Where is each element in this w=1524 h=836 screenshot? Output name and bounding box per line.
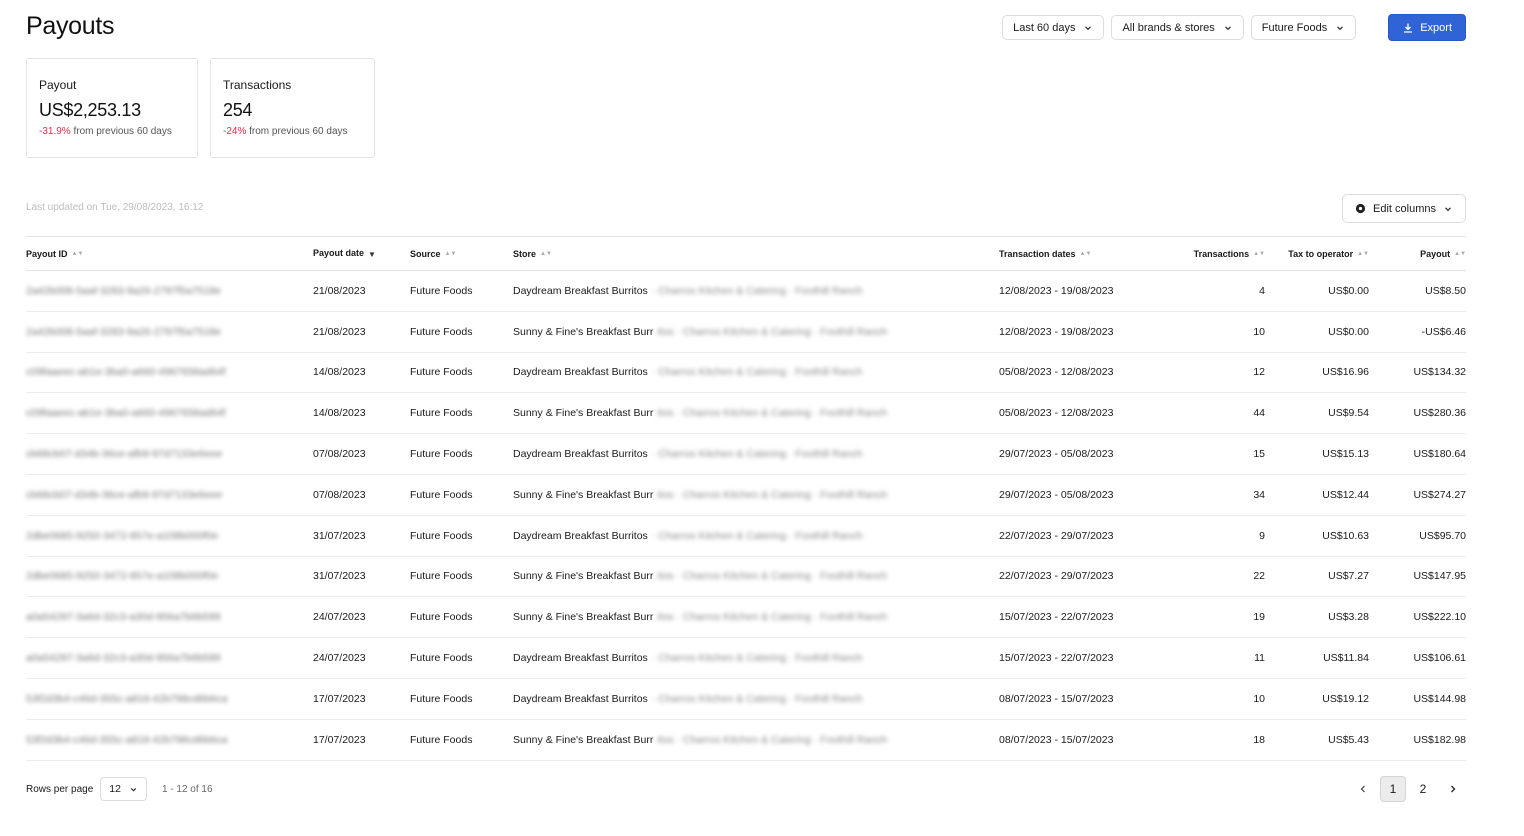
payout-cell: US$180.64 bbox=[1369, 434, 1466, 475]
source-cell: Future Foods bbox=[410, 352, 513, 393]
chevron-down-icon bbox=[1443, 204, 1453, 214]
page-title: Payouts bbox=[26, 12, 115, 40]
transaction-dates-cell: 05/08/2023 - 12/08/2023 bbox=[999, 352, 1169, 393]
store-cell bbox=[513, 474, 999, 515]
payout-date-cell: 17/07/2023 bbox=[313, 719, 410, 760]
period-filter-label: Last 60 days bbox=[1013, 21, 1076, 34]
store-cell bbox=[513, 638, 999, 679]
transactions-delta-text: from previous 60 days bbox=[249, 126, 348, 137]
transaction-dates-cell: 22/07/2023 - 29/07/2023 bbox=[999, 515, 1169, 556]
tax-to-operator-cell: US$12.44 bbox=[1265, 474, 1369, 515]
store-cell bbox=[513, 597, 999, 638]
payout-cell: -US$6.46 bbox=[1369, 311, 1466, 352]
transactions-card-label: Transactions bbox=[223, 78, 292, 92]
chevron-down-icon bbox=[129, 785, 138, 794]
payout-id-cell[interactable]: a0a54297-3a6d-32c3-a30d-956a7b6b599 bbox=[26, 597, 313, 638]
chevron-down-icon bbox=[1223, 23, 1233, 33]
store-name: Sunny & Fine's Breakfast Burr bbox=[513, 488, 654, 501]
filter-bar bbox=[1002, 14, 1466, 41]
sort-icon: ▲▼ bbox=[1253, 251, 1265, 258]
store-location: itos · Charros Kitchen & Catering · Foothill Ranch bbox=[657, 570, 888, 583]
payout-id-cell[interactable]: 53f2d3b4-c46d-355c-a818-42b798cd6b6ca bbox=[26, 719, 313, 760]
page-button-1[interactable]: 1 bbox=[1380, 776, 1406, 802]
table-row[interactable] bbox=[26, 719, 1466, 760]
summary-cards bbox=[26, 58, 375, 158]
payout-delta-text: from previous 60 days bbox=[73, 126, 172, 137]
transactions-card-delta bbox=[223, 126, 362, 137]
table-row[interactable] bbox=[26, 311, 1466, 352]
payout-id-cell[interactable]: 53f2d3b4-c46d-355c-a818-42b798cd6b6ca bbox=[26, 678, 313, 719]
tax-to-operator-cell: US$16.96 bbox=[1265, 352, 1369, 393]
store-location: itos · Charros Kitchen & Catering · Foothill Ranch bbox=[657, 733, 888, 746]
chevron-right-icon bbox=[1448, 784, 1458, 794]
store-name: Sunny & Fine's Breakfast Burr bbox=[513, 325, 654, 338]
transaction-dates-cell: 08/07/2023 - 15/07/2023 bbox=[999, 678, 1169, 719]
table-row[interactable] bbox=[26, 597, 1466, 638]
payout-card-value: US$2,253.13 bbox=[39, 100, 141, 120]
payout-cell: US$222.10 bbox=[1369, 597, 1466, 638]
rows-per-page-label: Rows per page bbox=[26, 783, 94, 795]
payout-delta-value: -31.9% bbox=[39, 126, 71, 137]
store-cell bbox=[513, 352, 999, 393]
page-button-2[interactable]: 2 bbox=[1419, 782, 1427, 796]
payout-date-cell: 07/08/2023 bbox=[313, 434, 410, 475]
previous-page-button[interactable] bbox=[1350, 776, 1376, 802]
store-name: Daydream Breakfast Burritos bbox=[513, 366, 648, 379]
sort-icon: ▲▼ bbox=[540, 251, 552, 258]
store-cell bbox=[513, 434, 999, 475]
payout-cell: US$106.61 bbox=[1369, 638, 1466, 679]
transactions-cell: 12 bbox=[1169, 352, 1265, 393]
transactions-cell: 19 bbox=[1169, 597, 1265, 638]
column-header-tax-to-operator[interactable]: Tax to operator ▲▼ bbox=[1265, 237, 1369, 271]
column-header-source[interactable]: Source ▲▼ bbox=[410, 237, 513, 271]
payout-date-cell: 17/07/2023 bbox=[313, 678, 410, 719]
payout-id-cell[interactable]: 2dbe0685-9250-3472-957e-a108b000f0e bbox=[26, 556, 313, 597]
column-header-payout-id[interactable]: Payout ID ▲▼ bbox=[26, 237, 313, 271]
column-header-payout-date[interactable]: Payout date ▼ bbox=[313, 237, 410, 271]
table-row[interactable] bbox=[26, 271, 1466, 312]
store-location: · Charros Kitchen & Catering · Foothill Ranch bbox=[651, 529, 863, 542]
table-row[interactable] bbox=[26, 556, 1466, 597]
tax-to-operator-cell: US$9.54 bbox=[1265, 393, 1369, 434]
column-header-transactions[interactable]: Transactions ▲▼ bbox=[1169, 237, 1265, 271]
column-header-payout[interactable]: Payout ▲▼ bbox=[1369, 237, 1466, 271]
payout-cell: US$134.32 bbox=[1369, 352, 1466, 393]
source-cell: Future Foods bbox=[410, 638, 513, 679]
transaction-dates-cell: 15/07/2023 - 22/07/2023 bbox=[999, 597, 1169, 638]
store-cell bbox=[513, 719, 999, 760]
sort-desc-icon: ▼ bbox=[368, 249, 376, 259]
source-cell: Future Foods bbox=[410, 597, 513, 638]
brands-filter-label: All brands & stores bbox=[1122, 21, 1215, 34]
store-location: itos · Charros Kitchen & Catering · Foothill Ranch bbox=[657, 488, 888, 501]
source-cell: Future Foods bbox=[410, 393, 513, 434]
payout-id-cell[interactable]: 2dbe0685-9250-3472-957e-a108b000f0e bbox=[26, 515, 313, 556]
store-cell bbox=[513, 678, 999, 719]
export-button[interactable] bbox=[1388, 14, 1466, 41]
column-header-transaction-dates[interactable]: Transaction dates ▲▼ bbox=[999, 237, 1169, 271]
store-cell bbox=[513, 515, 999, 556]
payout-id-cell[interactable]: cb68cb07-d34b-36ce-afb9-97d7133e6eee bbox=[26, 434, 313, 475]
store-location: · Charros Kitchen & Catering · Foothill Ranch bbox=[651, 652, 863, 665]
store-location: itos · Charros Kitchen & Catering · Foothill Ranch bbox=[657, 611, 888, 624]
source-cell: Future Foods bbox=[410, 678, 513, 719]
payout-id-cell[interactable]: cb68cb07-d34b-36ce-afb9-97d7133e6eee bbox=[26, 474, 313, 515]
column-header-store[interactable]: Store ▲▼ bbox=[513, 237, 999, 271]
payout-id-cell[interactable]: c09faaeec-ab1e-3ba0-a660-4967658ad64f bbox=[26, 352, 313, 393]
store-name: Daydream Breakfast Burritos bbox=[513, 529, 648, 542]
transaction-dates-cell: 29/07/2023 - 05/08/2023 bbox=[999, 434, 1169, 475]
last-updated-text: Last updated on Tue, 29/08/2023, 16:12 bbox=[26, 202, 204, 213]
table-row[interactable] bbox=[26, 393, 1466, 434]
page-controls bbox=[1350, 776, 1466, 802]
rows-per-page-select[interactable] bbox=[100, 777, 147, 801]
transactions-cell: 34 bbox=[1169, 474, 1265, 515]
tax-to-operator-cell: US$7.27 bbox=[1265, 556, 1369, 597]
chevron-down-icon bbox=[1083, 23, 1093, 33]
payout-cell: US$8.50 bbox=[1369, 271, 1466, 312]
table-row[interactable] bbox=[26, 515, 1466, 556]
store-location: · Charros Kitchen & Catering · Foothill Ranch bbox=[651, 692, 863, 705]
transaction-dates-cell: 12/08/2023 - 19/08/2023 bbox=[999, 271, 1169, 312]
next-page-button[interactable] bbox=[1440, 776, 1466, 802]
table-row[interactable] bbox=[26, 474, 1466, 515]
source-cell: Future Foods bbox=[410, 434, 513, 475]
payout-date-cell: 07/08/2023 bbox=[313, 474, 410, 515]
transaction-dates-cell: 22/07/2023 - 29/07/2023 bbox=[999, 556, 1169, 597]
payout-id-cell[interactable]: a0a54297-3a6d-32c3-a30d-956a7b6b599 bbox=[26, 638, 313, 679]
transactions-cell: 9 bbox=[1169, 515, 1265, 556]
payout-id-cell[interactable]: 2a42b008-5aaf-3283-9a26-2797f5a7518e bbox=[26, 271, 313, 312]
transactions-cell: 15 bbox=[1169, 434, 1265, 475]
table-row[interactable] bbox=[26, 638, 1466, 679]
pagination-range: 1 - 12 of 16 bbox=[161, 783, 213, 795]
store-name: Daydream Breakfast Burritos bbox=[513, 448, 648, 461]
payout-date-cell: 31/07/2023 bbox=[313, 556, 410, 597]
store-name: Sunny & Fine's Breakfast Burr bbox=[513, 407, 654, 420]
transactions-cell: 18 bbox=[1169, 719, 1265, 760]
transaction-dates-cell: 29/07/2023 - 05/08/2023 bbox=[999, 474, 1169, 515]
payout-date-cell: 24/07/2023 bbox=[313, 597, 410, 638]
download-icon bbox=[1402, 22, 1414, 34]
payout-date-cell: 21/08/2023 bbox=[313, 311, 410, 352]
brands-filter[interactable] bbox=[1111, 15, 1243, 40]
sort-icon: ▲▼ bbox=[1454, 251, 1466, 258]
source-cell: Future Foods bbox=[410, 515, 513, 556]
transaction-dates-cell: 05/08/2023 - 12/08/2023 bbox=[999, 393, 1169, 434]
edit-columns-label: Edit columns bbox=[1373, 202, 1436, 215]
table-row[interactable] bbox=[26, 678, 1466, 719]
transaction-dates-cell: 12/08/2023 - 19/08/2023 bbox=[999, 311, 1169, 352]
organization-filter-label: Future Foods bbox=[1261, 21, 1328, 34]
transactions-card bbox=[210, 58, 375, 158]
tax-to-operator-cell: US$19.12 bbox=[1265, 678, 1369, 719]
tax-to-operator-cell: US$15.13 bbox=[1265, 434, 1369, 475]
payout-card-delta bbox=[39, 126, 185, 137]
payouts-table bbox=[26, 236, 1466, 761]
pagination-bar bbox=[26, 776, 1466, 802]
sort-icon: ▲▼ bbox=[1079, 251, 1092, 258]
store-location: itos · Charros Kitchen & Catering · Foothill Ranch bbox=[657, 407, 888, 420]
payout-card bbox=[26, 58, 198, 158]
source-cell: Future Foods bbox=[410, 719, 513, 760]
source-cell: Future Foods bbox=[410, 271, 513, 312]
source-cell: Future Foods bbox=[410, 474, 513, 515]
store-location: itos · Charros Kitchen & Catering · Foothill Ranch bbox=[657, 325, 888, 338]
payout-date-cell: 14/08/2023 bbox=[313, 393, 410, 434]
export-label: Export bbox=[1420, 21, 1452, 34]
transactions-delta-value: -24% bbox=[223, 126, 247, 137]
store-name: Sunny & Fine's Breakfast Burr bbox=[513, 733, 654, 746]
payout-cell: US$95.70 bbox=[1369, 515, 1466, 556]
transactions-cell: 44 bbox=[1169, 393, 1265, 434]
store-location: · Charros Kitchen & Catering · Foothill Ranch bbox=[651, 284, 863, 297]
payout-date-cell: 21/08/2023 bbox=[313, 271, 410, 312]
store-name: Sunny & Fine's Breakfast Burr bbox=[513, 611, 654, 624]
sort-icon: ▲▼ bbox=[444, 251, 457, 258]
payout-cell: US$274.27 bbox=[1369, 474, 1466, 515]
store-name: Daydream Breakfast Burritos bbox=[513, 652, 648, 665]
store-location: · Charros Kitchen & Catering · Foothill Ranch bbox=[651, 448, 863, 461]
sort-icon: ▲▼ bbox=[1357, 251, 1369, 258]
gear-icon bbox=[1355, 203, 1366, 214]
edit-columns-button[interactable] bbox=[1342, 194, 1466, 223]
payout-cell: US$147.95 bbox=[1369, 556, 1466, 597]
store-name: Daydream Breakfast Burritos bbox=[513, 692, 648, 705]
payout-id-cell[interactable]: 2a42b008-5aaf-3283-9a26-2797f5a7518e bbox=[26, 311, 313, 352]
store-cell bbox=[513, 271, 999, 312]
transactions-card-value: 254 bbox=[223, 100, 253, 120]
payout-date-cell: 14/08/2023 bbox=[313, 352, 410, 393]
transactions-cell: 22 bbox=[1169, 556, 1265, 597]
store-cell bbox=[513, 556, 999, 597]
payout-cell: US$280.36 bbox=[1369, 393, 1466, 434]
source-cell: Future Foods bbox=[410, 311, 513, 352]
transactions-cell: 4 bbox=[1169, 271, 1265, 312]
transaction-dates-cell: 08/07/2023 - 15/07/2023 bbox=[999, 719, 1169, 760]
store-name: Sunny & Fine's Breakfast Burr bbox=[513, 570, 654, 583]
store-location: · Charros Kitchen & Catering · Foothill Ranch bbox=[651, 366, 863, 379]
tax-to-operator-cell: US$3.28 bbox=[1265, 597, 1369, 638]
rows-per-page-value: 12 bbox=[109, 783, 121, 795]
source-cell: Future Foods bbox=[410, 556, 513, 597]
transactions-cell: 11 bbox=[1169, 638, 1265, 679]
payout-id-cell[interactable]: c09faaeec-ab1e-3ba0-a660-4967658ad64f bbox=[26, 393, 313, 434]
tax-to-operator-cell: US$5.43 bbox=[1265, 719, 1369, 760]
payout-card-label: Payout bbox=[39, 78, 77, 92]
transactions-cell: 10 bbox=[1169, 311, 1265, 352]
payout-cell: US$144.98 bbox=[1369, 678, 1466, 719]
transactions-cell: 10 bbox=[1169, 678, 1265, 719]
table-header-row bbox=[26, 237, 1466, 271]
table-row[interactable] bbox=[26, 352, 1466, 393]
organization-filter[interactable] bbox=[1251, 15, 1356, 40]
store-cell bbox=[513, 393, 999, 434]
sort-icon: ▲▼ bbox=[71, 251, 84, 258]
tax-to-operator-cell: US$0.00 bbox=[1265, 271, 1369, 312]
tax-to-operator-cell: US$11.84 bbox=[1265, 638, 1369, 679]
chevron-left-icon bbox=[1358, 784, 1368, 794]
chevron-down-icon bbox=[1335, 23, 1345, 33]
tax-to-operator-cell: US$0.00 bbox=[1265, 311, 1369, 352]
period-filter[interactable] bbox=[1002, 15, 1104, 40]
store-cell bbox=[513, 311, 999, 352]
table-row[interactable] bbox=[26, 434, 1466, 475]
transaction-dates-cell: 15/07/2023 - 22/07/2023 bbox=[999, 638, 1169, 679]
tax-to-operator-cell: US$10.63 bbox=[1265, 515, 1369, 556]
store-name: Daydream Breakfast Burritos bbox=[513, 284, 648, 297]
payout-cell: US$182.98 bbox=[1369, 719, 1466, 760]
payout-date-cell: 31/07/2023 bbox=[313, 515, 410, 556]
payout-date-cell: 24/07/2023 bbox=[313, 638, 410, 679]
